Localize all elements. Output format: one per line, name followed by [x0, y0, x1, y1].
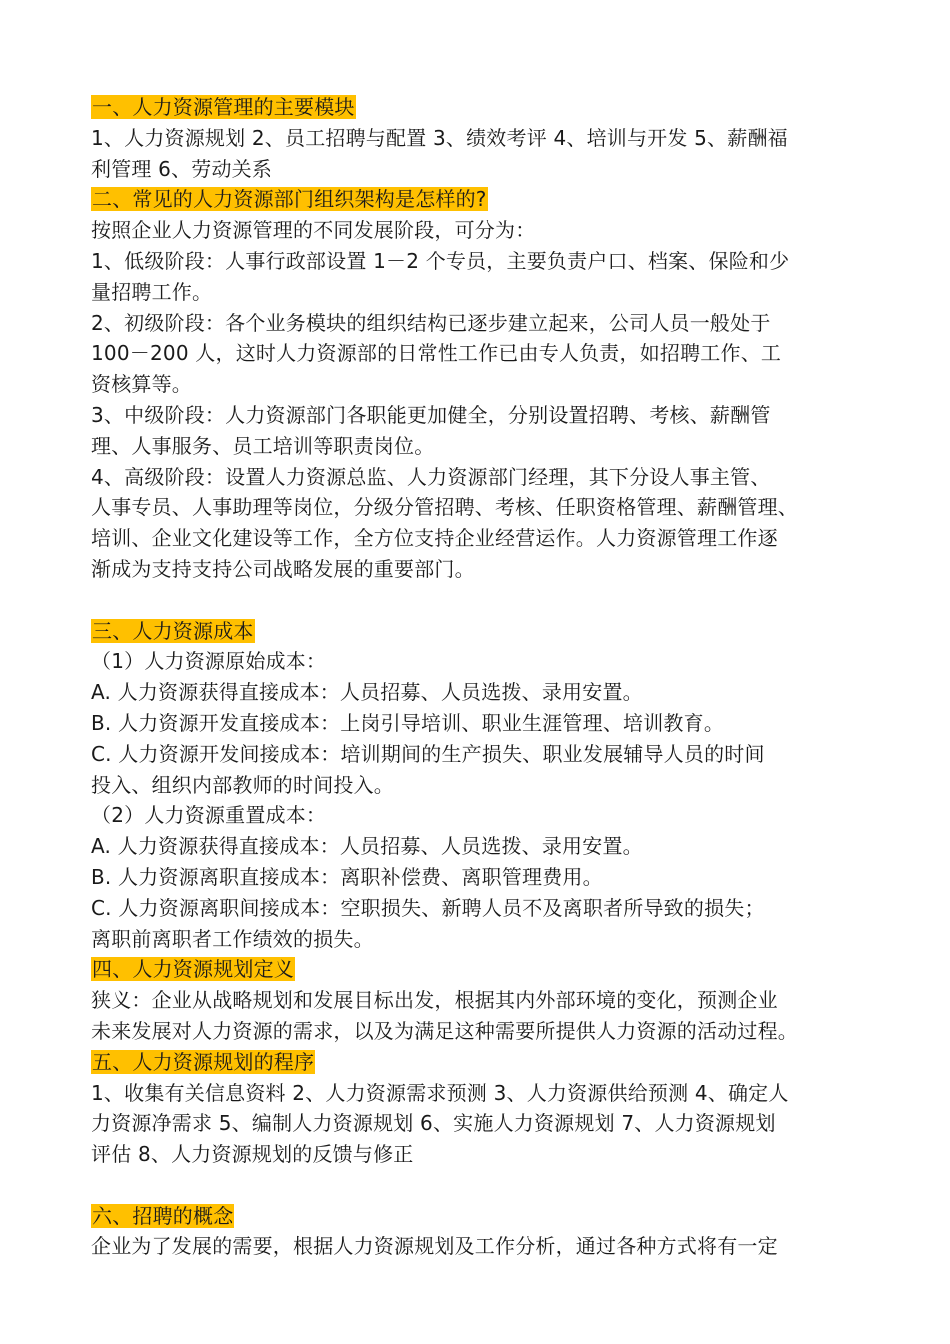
paragraph-line: 1、收集有关信息资料 2、人力资源需求预测 3、人力资源供给预测 4、确定人 [91, 1080, 789, 1105]
paragraph-line: 4、高级阶段：设置人力资源总监、人力资源部门经理，其下分设人事主管、 [91, 464, 771, 489]
section-heading [91, 184, 881, 215]
section-heading [91, 616, 881, 647]
paragraph-line: C. 人力资源开发间接成本：培训期间的生产损失、职业发展辅导人员的时间 [91, 741, 765, 766]
paragraph-line: （1）人力资源原始成本： [91, 649, 327, 674]
document-body [91, 92, 881, 1262]
paragraph-line: （2）人力资源重置成本： [91, 803, 327, 828]
section-heading-text: 二、常见的人力资源部门组织架构是怎样的? [92, 187, 487, 212]
paragraph-line: 100－200 人，这时人力资源部的日常性工作已由专人负责，如招聘工作、工 [91, 341, 782, 366]
section-heading [91, 92, 881, 123]
paragraph-line: B. 人力资源离职直接成本：离职补偿费、离职管理费用。 [91, 864, 603, 889]
section-heading-text: 六、招聘的概念 [92, 1203, 234, 1228]
paragraph-line: 理、人事服务、员工培训等职责岗位。 [91, 433, 435, 458]
paragraph-line: 人事专员、人事助理等岗位，分级分管招聘、考核、任职资格管理、薪酬管理、 [91, 495, 798, 520]
paragraph-line: 利管理 6、劳动关系 [91, 156, 273, 181]
section-heading-text: 一、人力资源管理的主要模块 [92, 95, 355, 119]
blank-line [91, 585, 881, 616]
paragraph-line: 1、人力资源规划 2、员工招聘与配置 3、绩效考评 4、培训与开发 5、薪酬福 [91, 125, 788, 150]
paragraph-line: 2、初级阶段：各个业务模块的组织结构已逐步建立起来，公司人员一般处于 [91, 310, 771, 335]
paragraph-line: 培训、企业文化建设等工作，全方位支持企业经营运作。人力资源管理工作逐 [91, 526, 778, 551]
blank-line [91, 1170, 881, 1201]
section-heading [91, 954, 881, 985]
section-heading-text: 四、人力资源规划定义 [92, 957, 294, 982]
paragraph-line: 离职前离职者工作绩效的损失。 [91, 926, 374, 951]
paragraph-line: 资核算等。 [91, 372, 192, 397]
paragraph-line: A. 人力资源获得直接成本：人员招募、人员选拨、录用安置。 [91, 834, 643, 859]
paragraph-line: 狭义：企业从战略规划和发展目标出发，根据其内外部环境的变化，预测企业 [91, 988, 778, 1013]
paragraph-line: A. 人力资源获得直接成本：人员招募、人员选拨、录用安置。 [91, 680, 643, 705]
section-heading [91, 1047, 881, 1078]
paragraph-line: 量招聘工作。 [91, 279, 213, 304]
section-heading [91, 1201, 881, 1232]
section-heading-text: 三、人力资源成本 [92, 618, 254, 643]
paragraph-line: 力资源净需求 5、编制人力资源规划 6、实施人力资源规划 7、人力资源规划 [91, 1111, 776, 1136]
paragraph-line: C. 人力资源离职间接成本：空职损失、新聘人员不及离职者所导致的损失； [91, 895, 765, 920]
section-heading-text: 五、人力资源规划的程序 [92, 1049, 315, 1074]
paragraph-line: 按照企业人力资源管理的不同发展阶段，可分为： [91, 218, 536, 243]
paragraph-line: 企业为了发展的需要，根据人力资源规划及工作分析，通过各种方式将有一定 [91, 1234, 778, 1259]
paragraph-line: 未来发展对人力资源的需求，以及为满足这种需要所提供人力资源的活动过程。 [91, 1018, 798, 1043]
paragraph-line: 投入、组织内部教师的时间投入。 [91, 772, 394, 797]
paragraph-line: B. 人力资源开发直接成本：上岗引导培训、职业生涯管理、培训教育。 [91, 710, 725, 735]
paragraph-line: 1、低级阶段：人事行政部设置 1－2 个专员，主要负责户口、档案、保险和少 [91, 248, 790, 273]
paragraph-line: 渐成为支持支持公司战略发展的重要部门。 [91, 556, 475, 581]
paragraph-line: 评估 8、人力资源规划的反馈与修正 [91, 1142, 414, 1167]
paragraph-line: 3、中级阶段：人力资源部门各职能更加健全，分别设置招聘、考核、薪酬管 [91, 402, 771, 427]
